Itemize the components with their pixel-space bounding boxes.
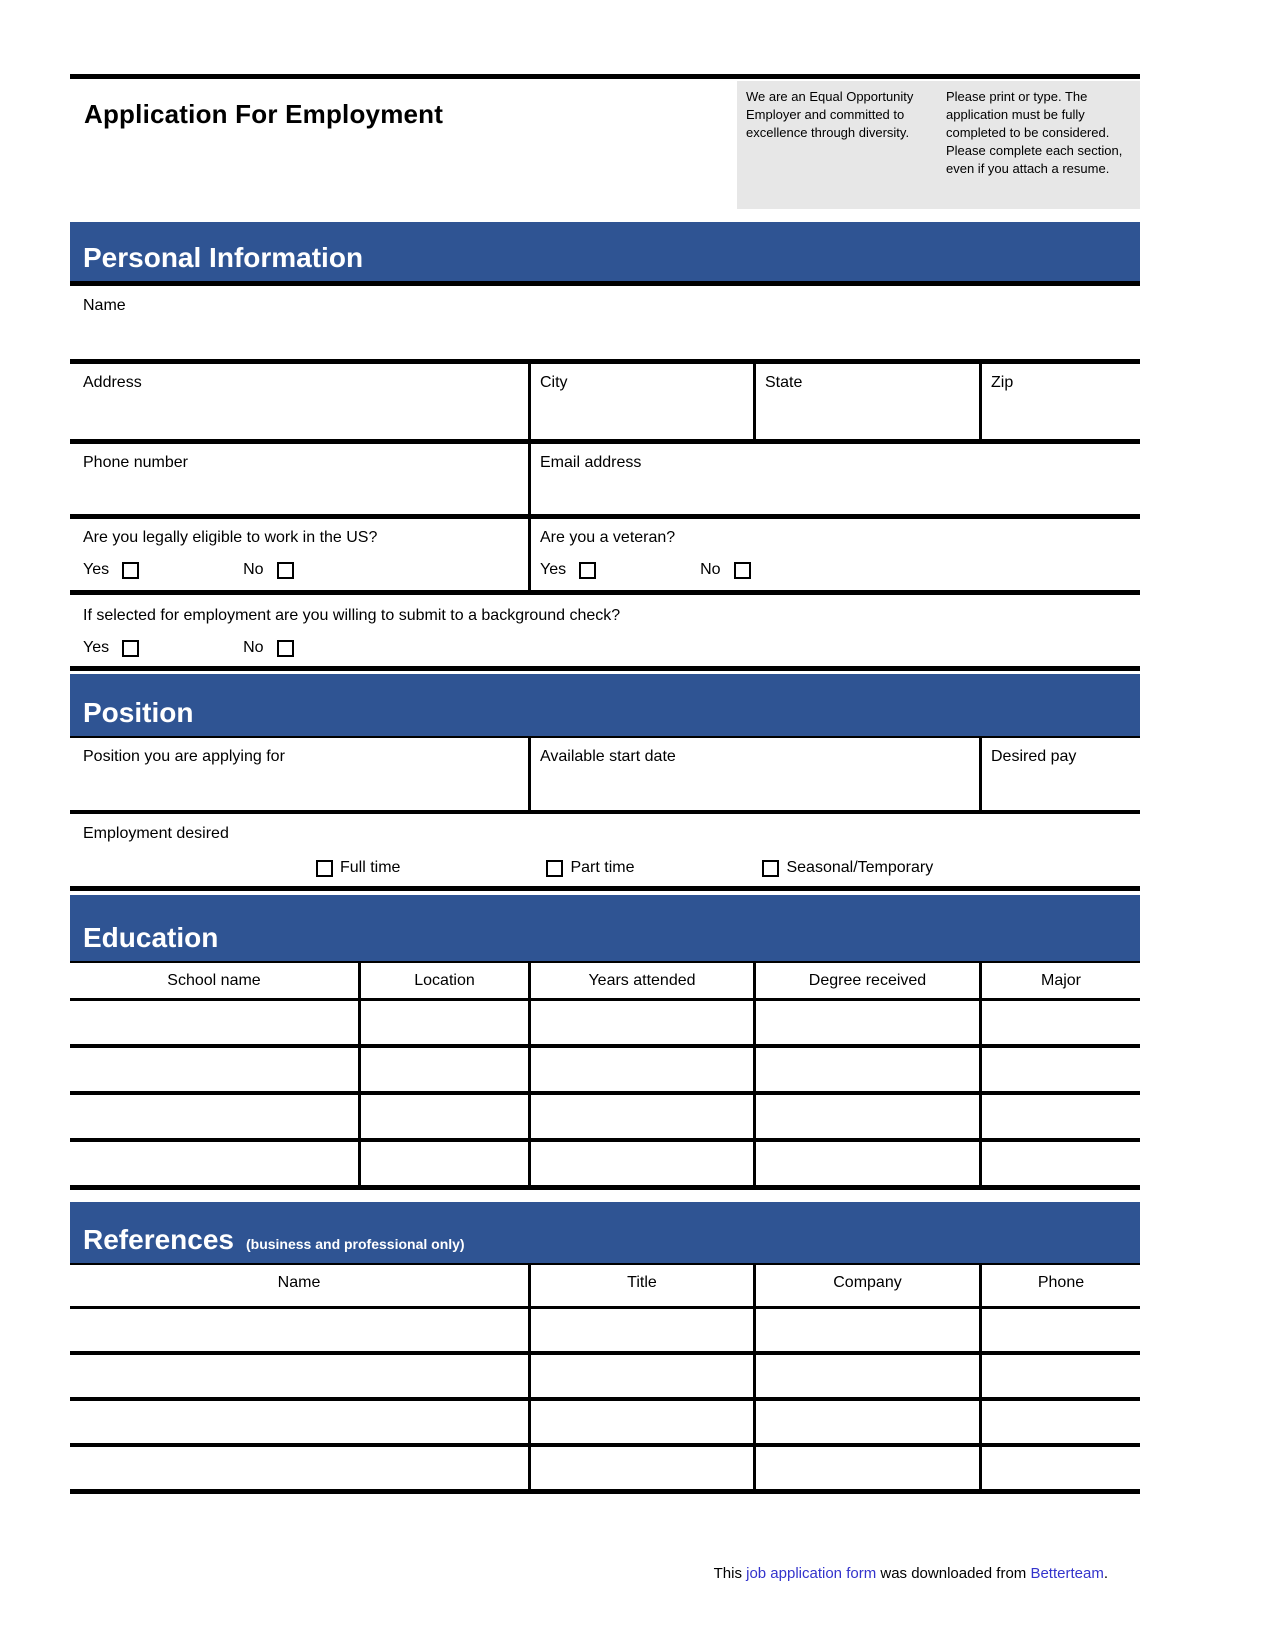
reference-cell[interactable] (753, 1309, 979, 1351)
part-time-option (546, 859, 634, 877)
education-cell[interactable] (528, 1048, 753, 1091)
zip-field[interactable] (979, 364, 1140, 439)
zip-label: Zip (991, 374, 1014, 391)
section-header-position (70, 674, 1140, 738)
education-cell[interactable] (528, 1001, 753, 1044)
references-column-name: Name (277, 1274, 321, 1291)
page-title: Application For Employment (84, 99, 444, 129)
veteran-label: Are you a veteran? (540, 529, 676, 546)
education-cell[interactable] (358, 1001, 528, 1044)
name-field[interactable] (70, 286, 1140, 364)
reference-cell[interactable] (528, 1309, 753, 1351)
reference-cell[interactable] (70, 1309, 528, 1351)
checkbox-full-time[interactable] (316, 860, 333, 877)
education-column-school-name: School name (167, 972, 261, 989)
education-cell[interactable] (753, 1095, 979, 1138)
education-cell[interactable] (70, 1142, 358, 1185)
section-header-education (70, 895, 1140, 963)
reference-cell[interactable] (979, 1401, 1140, 1443)
education-cell[interactable] (70, 1048, 358, 1091)
education-table-header (70, 963, 1140, 1001)
education-cell[interactable] (528, 1095, 753, 1138)
checkbox-eligible-yes[interactable] (122, 562, 139, 579)
city-field[interactable] (528, 364, 753, 439)
reference-cell[interactable] (528, 1355, 753, 1397)
checkbox-eligible-no[interactable] (277, 562, 294, 579)
section-title: Education (83, 922, 219, 953)
education-cell[interactable] (70, 1001, 358, 1044)
equal-opportunity-notice: We are an Equal Opportunity Employer and committed to excellence through diversity. (746, 89, 914, 140)
education-cell[interactable] (358, 1048, 528, 1091)
reference-cell[interactable] (70, 1355, 528, 1397)
reference-cell[interactable] (979, 1309, 1140, 1351)
checkbox-part-time[interactable] (546, 860, 563, 877)
references-table-row (70, 1309, 1140, 1355)
position-applying-for-field[interactable] (70, 738, 528, 810)
seasonal-temporary-label: Seasonal/Temporary (786, 859, 934, 876)
employment-desired-row (70, 814, 1140, 891)
part-time-label: Part time (570, 859, 635, 876)
background-check-question (70, 595, 1140, 671)
desired-pay-label: Desired pay (991, 748, 1077, 765)
full-time-label: Full time (340, 859, 401, 876)
phone-number-label: Phone number (83, 454, 188, 471)
section-header-personal-information (70, 222, 1140, 286)
references-table-row (70, 1355, 1140, 1401)
education-table-row (70, 1048, 1140, 1095)
education-table-row (70, 1001, 1140, 1048)
email-address-label: Email address (540, 454, 642, 471)
education-cell[interactable] (528, 1142, 753, 1185)
education-cell[interactable] (358, 1142, 528, 1185)
reference-cell[interactable] (753, 1401, 979, 1443)
address-label: Address (83, 374, 142, 391)
education-cell[interactable] (70, 1095, 358, 1138)
work-eligibility-question (70, 519, 528, 590)
full-time-option (316, 859, 400, 877)
print-instructions-notice: Please print or type. The application must be fully completed to be considered. Please complete each section, even if you attach a resume. (946, 89, 1123, 176)
state-field[interactable] (753, 364, 979, 439)
seasonal-temporary-option (762, 859, 933, 877)
section-title: Position (83, 697, 194, 728)
document-header (70, 79, 1140, 222)
education-column-degree-received: Degree received (753, 963, 979, 998)
education-cell[interactable] (753, 1048, 979, 1091)
reference-cell[interactable] (753, 1355, 979, 1397)
available-start-date-field[interactable] (528, 738, 979, 810)
footer-text: . (1103, 1565, 1108, 1582)
education-table-row (70, 1095, 1140, 1142)
name-label: Name (83, 297, 126, 314)
references-table-row (70, 1401, 1140, 1447)
betterteam-link[interactable]: Betterteam (1030, 1565, 1104, 1582)
desired-pay-field[interactable] (979, 738, 1140, 810)
education-cell[interactable] (753, 1001, 979, 1044)
no-label: No (700, 561, 721, 578)
footer-text: was downloaded from (876, 1565, 1031, 1582)
checkbox-veteran-no[interactable] (734, 562, 751, 579)
yes-label: Yes (540, 561, 567, 578)
reference-cell[interactable] (753, 1447, 979, 1489)
background-check-label: If selected for employment are you willing to submit to a background check? (83, 607, 621, 624)
footer-text: This (713, 1565, 747, 1582)
phone-number-field[interactable] (70, 444, 528, 514)
references-column-company: Company (753, 1265, 979, 1306)
no-label: No (243, 639, 264, 656)
checkbox-seasonal-temporary[interactable] (762, 860, 779, 877)
reference-cell[interactable] (70, 1447, 528, 1489)
section-header-references (70, 1202, 1140, 1265)
address-row (70, 364, 1140, 444)
education-cell[interactable] (979, 1142, 1140, 1185)
references-subtitle: (business and professional only) (245, 1236, 465, 1252)
education-table-row (70, 1142, 1140, 1190)
state-label: State (765, 374, 803, 391)
education-column-location: Location (358, 963, 528, 998)
education-cell[interactable] (753, 1142, 979, 1185)
education-cell[interactable] (979, 1095, 1140, 1138)
available-start-date-label: Available start date (540, 748, 676, 765)
yes-label: Yes (83, 639, 110, 656)
email-address-field[interactable] (528, 444, 1140, 514)
footer-attribution (70, 1565, 1140, 1582)
section-title: Personal Information (83, 242, 364, 273)
position-applying-for-label: Position you are applying for (83, 748, 285, 765)
eligibility-row (70, 519, 1140, 595)
references-table-header (70, 1265, 1140, 1309)
education-cell[interactable] (979, 1048, 1140, 1091)
employment-desired-label: Employment desired (83, 825, 229, 842)
job-application-form-link[interactable]: job application form (746, 1565, 877, 1582)
work-eligibility-label: Are you legally eligible to work in the US? (83, 529, 378, 546)
address-field[interactable] (70, 364, 528, 439)
references-table-row (70, 1447, 1140, 1494)
notice-box (737, 81, 1140, 209)
education-cell[interactable] (979, 1001, 1140, 1044)
reference-cell[interactable] (528, 1447, 753, 1489)
phone-email-row (70, 444, 1140, 519)
position-row (70, 738, 1140, 814)
checkbox-background-no[interactable] (277, 640, 294, 657)
no-label: No (243, 561, 264, 578)
education-column-major: Major (979, 963, 1140, 998)
checkbox-veteran-yes[interactable] (579, 562, 596, 579)
reference-cell[interactable] (979, 1447, 1140, 1489)
yes-label: Yes (83, 561, 110, 578)
references-column-title: Title (528, 1265, 753, 1306)
references-column-phone: Phone (979, 1265, 1140, 1306)
reference-cell[interactable] (528, 1401, 753, 1443)
veteran-question (528, 519, 1140, 590)
reference-cell[interactable] (979, 1355, 1140, 1397)
city-label: City (540, 374, 568, 391)
section-title: References (83, 1224, 234, 1255)
checkbox-background-yes[interactable] (122, 640, 139, 657)
education-cell[interactable] (358, 1095, 528, 1138)
reference-cell[interactable] (70, 1401, 528, 1443)
education-column-years-attended: Years attended (528, 963, 753, 998)
